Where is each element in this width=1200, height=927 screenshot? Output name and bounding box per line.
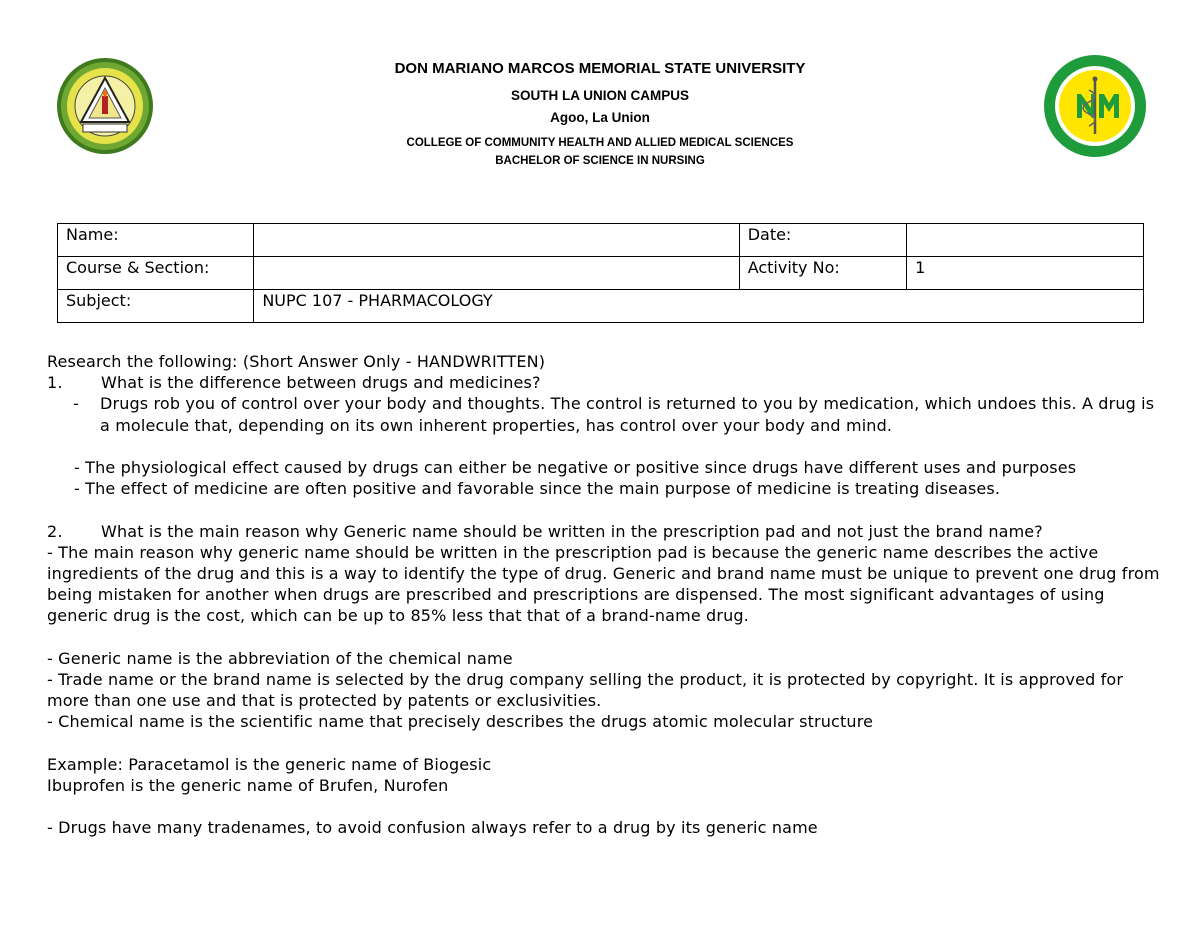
example-text: Ibuprofen is the generic name of Brufen, Nurofen [47,776,449,795]
question-number: 1. [47,373,63,393]
campus-name: SOUTH LA UNION CAMPUS [511,88,689,103]
question-2 [47,521,1167,542]
course-section-field[interactable] [254,257,739,290]
college-name: COLLEGE OF COMMUNITY HEALTH AND ALLIED MEDICAL SCIENCES [406,137,794,149]
course-section-label: Course & Section: [58,257,254,290]
answer-text: - The effect of medicine are often positive and favorable since the main purpose of medicine is treating diseases. [74,479,1001,499]
answer-text: - The physiological effect caused by drugs can either be negative or positive since drugs have different uses and purposes [74,458,1077,477]
student-info-table [57,223,1144,323]
document-header [0,0,1200,165]
university-name: DON MARIANO MARCOS MEMORIAL STATE UNIVERSITY [394,60,806,77]
program-name: BACHELOR OF SCIENCE IN NURSING [495,155,705,165]
subject-value: NUPC 107 - PHARMACOLOGY [254,290,1144,323]
answer-text: - Chemical name is the scientific name that precisely describes the drugs atomic molecular structure [47,712,874,732]
name-label: Name: [58,224,254,257]
closing-note: - Drugs have many tradenames, to avoid confusion always refer to a drug by its generic name [47,818,818,838]
table-row [58,257,1144,290]
subject-label: Subject: [58,290,254,323]
question-number: 2. [47,521,63,541]
campus-location: Agoo, La Union [550,110,650,125]
answer-text: - Trade name or the brand name is selected by the drug company selling the product, it is protected by copyright. It is approved for more than one use and that is protected by patents or exclusivities. [47,670,1124,711]
date-field[interactable] [907,224,1144,257]
question-text: What is the difference between drugs and medicines? [101,373,541,393]
question-1 [47,372,1167,393]
instructions: Research the following: (Short Answer Only - HANDWRITTEN) [47,352,546,371]
date-label: Date: [739,224,906,257]
answer-text: - Generic name is the abbreviation of the chemical name [47,648,513,668]
table-row [58,290,1144,323]
question-text: What is the main reason why Generic name should be written in the prescription pad and not just the brand name? [101,521,1043,541]
activity-content [47,351,1167,839]
answer-text: Drugs rob you of control over your body and thoughts. The control is returned to you by medication, which undoes this. A drug is a molecule that, depending on its own inherent properties, has control over your body and mind. [100,394,1155,435]
table-row [58,224,1144,257]
university-seal-icon [53,56,157,156]
dash-bullet: - [73,394,79,414]
activity-no-label: Activity No: [739,257,906,290]
name-field[interactable] [254,224,739,257]
answer-1-item [47,393,1167,435]
answer-text: - The main reason why generic name should be written in the prescription pad is because the generic name describes the active ingredients of the drug and this is a way to identify the type of drug. Generic and brand name must be unique to prevent one drug from being mistaken for another when drugs are prescribed and prescriptions are dispensed. The most significant advantages of using generic drug is the cost, which can be up to 85% less that that of a brand-name drug. [47,542,1160,626]
activity-no-value: 1 [907,257,1144,290]
example-text: Example: Paracetamol is the generic name of Biogesic [47,754,492,774]
college-seal-icon [1043,54,1147,158]
